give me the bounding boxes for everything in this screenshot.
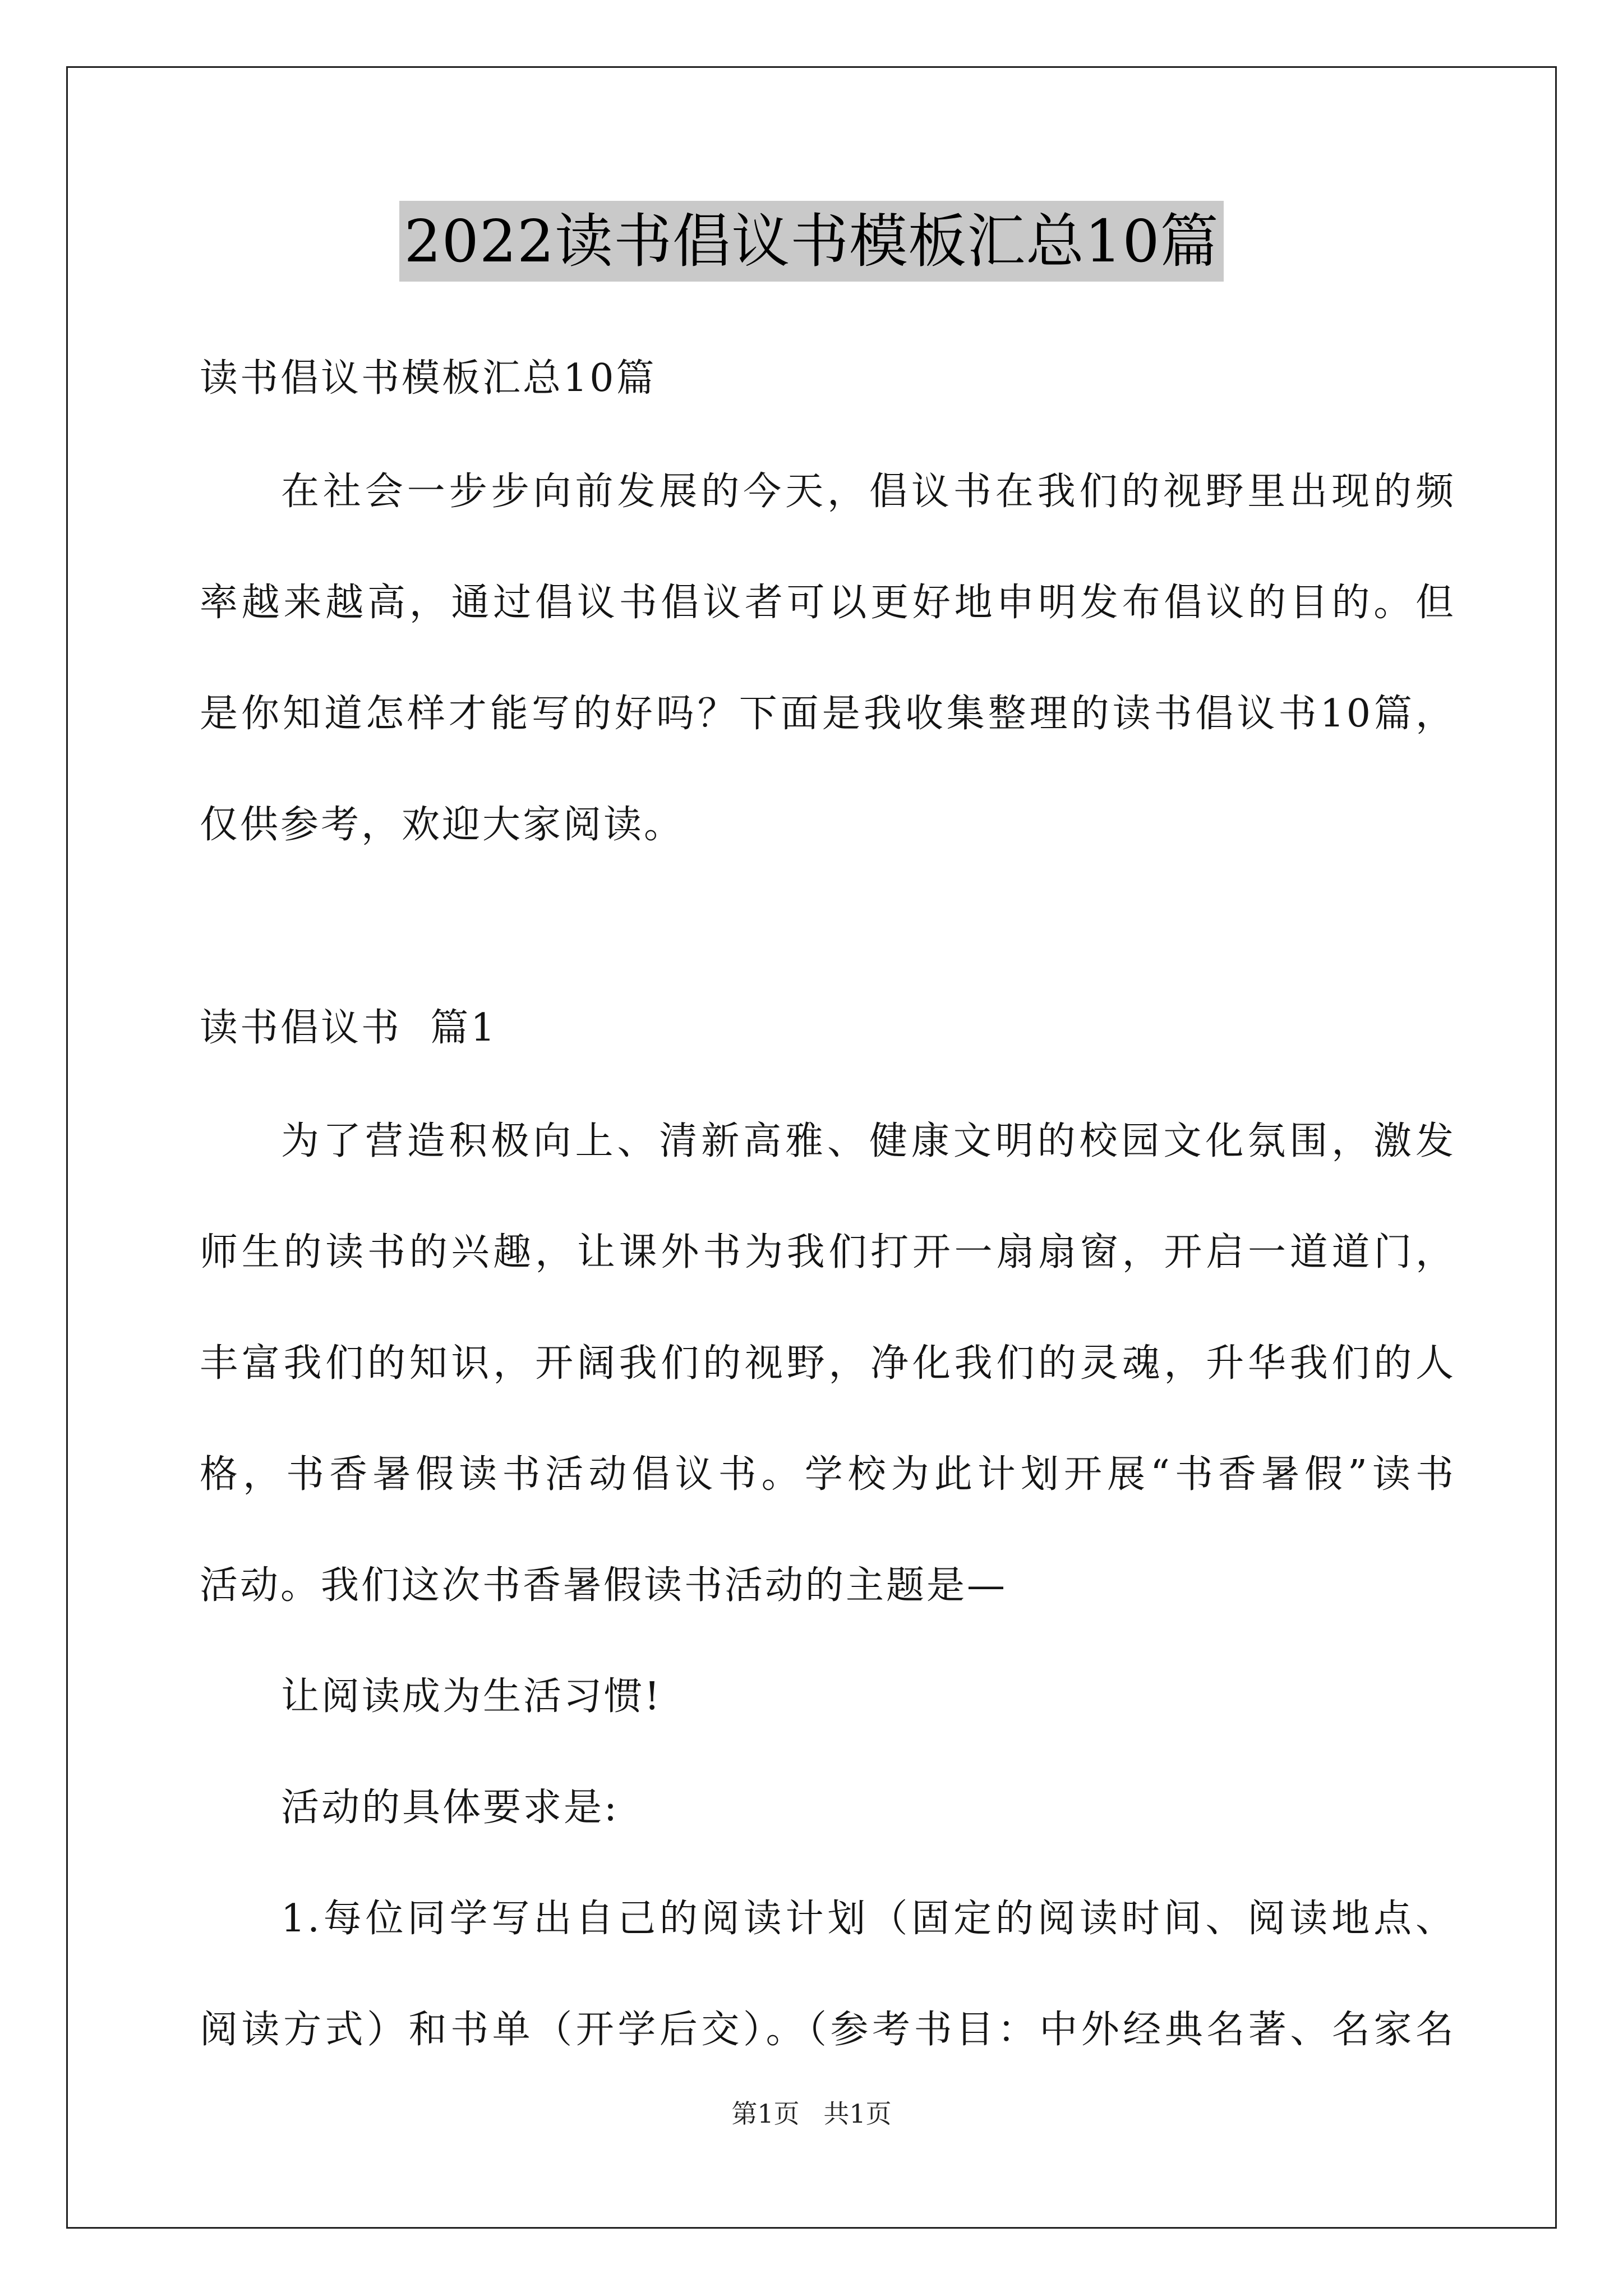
section-heading: 读书倡议书 篇1	[200, 1006, 497, 1050]
para1-line-2: 师生的读书的兴趣，让课外书为我们打开一扇扇窗，开启一道道门，	[200, 1230, 1456, 1274]
item1-line-2: 阅读方式）和书单（开学后交）。（参考书目：中外经典名著、名家名	[200, 2008, 1456, 2052]
para1-line-3: 丰富我们的知识，开阔我们的视野，净化我们的灵魂，升华我们的人	[200, 1341, 1456, 1386]
item1-line-1: 1.每位同学写出自己的阅读计划（固定的阅读时间、阅读地点、	[281, 1897, 1456, 1941]
subtitle: 读书倡议书模板汇总10篇	[200, 356, 657, 401]
theme-line: 让阅读成为生活习惯!	[281, 1674, 662, 1719]
title-wrap	[0, 201, 1623, 282]
para1-line-4: 格，书香暑假读书活动倡议书。学校为此计划开展“书香暑假”读书	[200, 1452, 1456, 1497]
intro-line-1: 在社会一步步向前发展的今天，倡议书在我们的视野里出现的频	[281, 470, 1456, 514]
document-title: 2022读书倡议书模板汇总10篇	[399, 201, 1223, 282]
intro-line-3: 是你知道怎样才能写的好吗？下面是我收集整理的读书倡议书10篇，	[200, 692, 1456, 736]
page-total: 共1页	[823, 2099, 892, 2129]
page-footer	[0, 2097, 1623, 2131]
page-number: 第1页	[731, 2099, 800, 2129]
requirements-heading: 活动的具体要求是:	[281, 1786, 619, 1830]
intro-line-2: 率越来越高，通过倡议书倡议者可以更好地申明发布倡议的目的。但	[200, 581, 1456, 625]
para1-line-1: 为了营造积极向上、清新高雅、健康文明的校园文化氛围，激发	[281, 1119, 1456, 1163]
intro-line-4: 仅供参考，欢迎大家阅读。	[200, 803, 685, 847]
para1-line-5: 活动。我们这次书香暑假读书活动的主题是—	[200, 1563, 1008, 1608]
